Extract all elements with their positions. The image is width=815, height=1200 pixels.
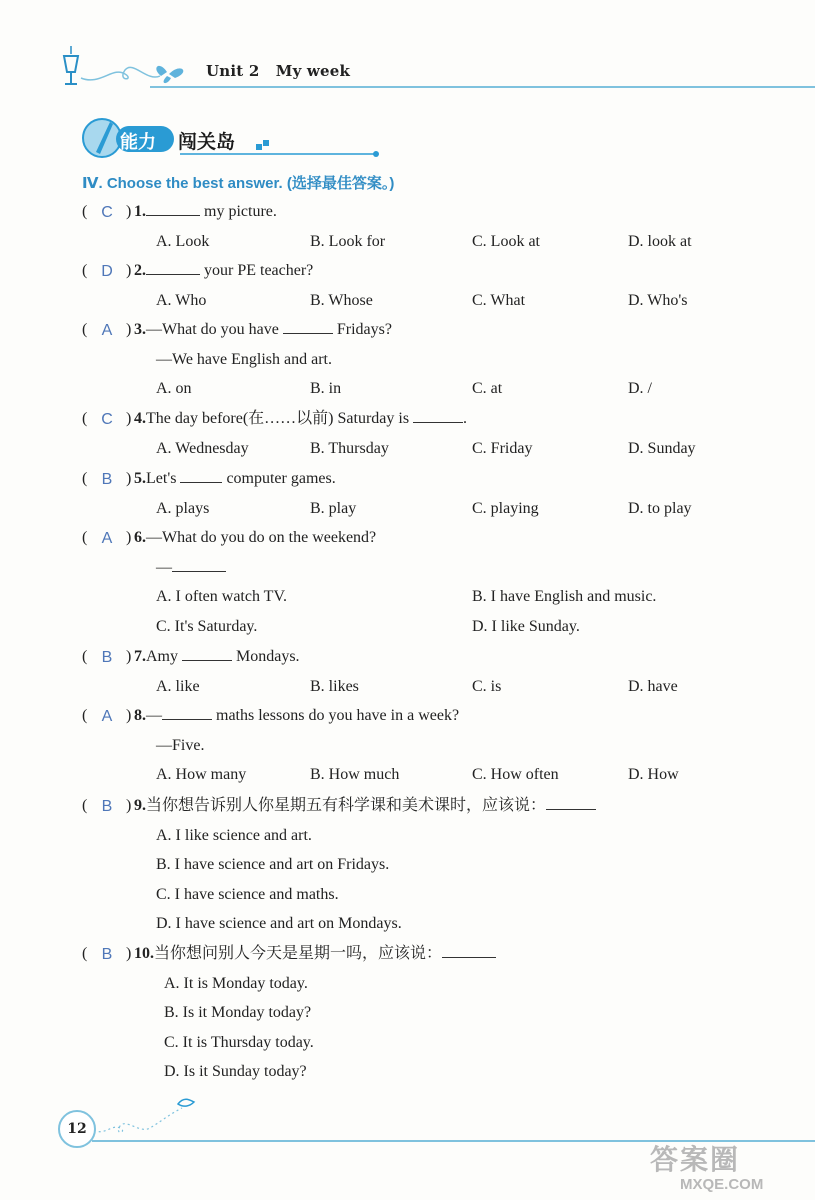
answer-paren-open: ( <box>82 945 88 962</box>
option-c: C. It's Saturday. <box>156 617 258 635</box>
question-stem <box>134 705 459 727</box>
answer-paren-open: ( <box>82 410 88 427</box>
option-c: C. I have science and maths. <box>156 885 339 903</box>
question-text-pre: —What do you do on the weekend? <box>146 529 377 546</box>
question-number: 10. <box>134 945 154 962</box>
answer-paren-close: ) <box>126 945 132 962</box>
answer-paren-open: ( <box>82 321 88 338</box>
question-text-pre: The day before(在……以前) Saturday is <box>146 410 414 427</box>
answer-paren-close: ) <box>126 797 132 814</box>
answer-paren-close: ) <box>126 321 132 338</box>
answer-paren-open: ( <box>82 529 88 546</box>
question-stem <box>134 201 277 223</box>
answer-paren-open: ( <box>82 262 88 279</box>
answer-mark: C <box>101 411 113 428</box>
option-b: B. in <box>310 380 342 398</box>
question-stem <box>134 646 300 668</box>
question-number: 6. <box>134 529 146 546</box>
question-line-2 <box>156 349 332 371</box>
lantern-icon <box>64 46 78 84</box>
question-line-2-text: —We have English and art. <box>156 350 332 368</box>
option-d: D. have <box>628 677 678 695</box>
option-a: A. I like science and art. <box>156 826 312 844</box>
question-number: 4. <box>134 410 146 427</box>
option-a: A. It is Monday today. <box>164 974 308 992</box>
answer-paren-close: ) <box>126 470 132 487</box>
answer-blank <box>180 468 222 483</box>
answer-paren-open: ( <box>82 707 88 724</box>
question-text-post: maths lessons do you have in a week? <box>212 707 460 724</box>
question-text-pre: Let's <box>146 470 181 487</box>
question-number: 1. <box>134 203 146 220</box>
banner-text-b: 闯关岛 <box>178 131 236 153</box>
question-number: 9. <box>134 797 146 814</box>
answer-mark: B <box>101 649 113 666</box>
answer-blank <box>146 201 200 216</box>
option-b: B. I have science and art on Fridays. <box>156 856 390 874</box>
answer-blank <box>442 943 496 958</box>
question-number: 8. <box>134 707 146 724</box>
option-a: A. like <box>156 677 200 695</box>
option-b: B. Is it Monday today? <box>164 1004 312 1022</box>
answer-paren-close: ) <box>126 648 132 665</box>
section-title: Ⅳ. Choose the best answer. (选择最佳答案。) <box>82 175 395 192</box>
question-text-pre: —What do you have <box>146 321 283 338</box>
option-c: C. What <box>472 291 526 309</box>
answer-paren-open: ( <box>82 203 88 220</box>
watermark-url: MXQE.COM <box>680 1176 764 1193</box>
answer-paren-close: ) <box>126 203 132 220</box>
question-number: 2. <box>134 262 146 279</box>
question-text-post: my picture. <box>200 203 277 220</box>
question-number: 7. <box>134 648 146 665</box>
question-text-post: your PE teacher? <box>200 262 314 279</box>
option-d: D. look at <box>628 232 692 250</box>
answer-mark: C <box>101 204 113 221</box>
watermark-logo: 答案圈 <box>650 1144 741 1175</box>
answer-paren-close: ) <box>126 529 132 546</box>
option-a: A. I often watch TV. <box>156 588 287 606</box>
question-line-2 <box>156 557 226 579</box>
option-c: C. It is Thursday today. <box>164 1033 314 1051</box>
question-text-post: . <box>463 410 468 427</box>
header-rule <box>150 86 815 88</box>
answer-mark: A <box>101 530 113 547</box>
answer-blank <box>283 319 333 334</box>
option-b: B. How much <box>310 766 400 784</box>
question-line-2-text: —Five. <box>156 736 205 754</box>
header-title: Unit 2 My week <box>206 62 351 80</box>
option-d: D. Sunday <box>628 439 696 457</box>
option-c: C. Friday <box>472 439 533 457</box>
question-stem <box>134 943 496 965</box>
answer-mark: B <box>101 946 113 963</box>
question-text-pre: 当你想告诉别人你星期五有科学课和美术课时，应该说： <box>146 797 547 814</box>
option-d: D. to play <box>628 499 692 517</box>
option-a: A. Look <box>156 232 210 250</box>
option-c: C. Look at <box>472 232 540 250</box>
question-text-pre: — <box>146 707 162 724</box>
answer-paren-open: ( <box>82 797 88 814</box>
answer-paren-close: ) <box>126 262 132 279</box>
question-text-pre: 当你想问别人今天是星期一吗，应该说： <box>154 945 443 962</box>
answer-blank <box>182 646 232 661</box>
option-d: D. I like Sunday. <box>472 617 580 635</box>
footer-decoration <box>90 1090 210 1140</box>
option-d: D. Is it Sunday today? <box>164 1063 307 1081</box>
option-d: D. Who's <box>628 291 688 309</box>
answer-blank <box>162 705 212 720</box>
answer-mark: A <box>101 708 113 725</box>
question-number: 3. <box>134 321 146 338</box>
option-b: B. likes <box>310 677 359 695</box>
answer-paren-close: ) <box>126 410 132 427</box>
answer-mark: A <box>101 322 113 339</box>
option-c: C. is <box>472 677 502 695</box>
option-a: A. plays <box>156 499 210 517</box>
option-a: A. Wednesday <box>156 439 249 457</box>
question-line-2-text: — <box>156 558 172 576</box>
question-stem <box>134 527 376 549</box>
option-a: A. on <box>156 380 192 398</box>
answer-blank <box>146 260 200 275</box>
option-b: B. Thursday <box>310 439 389 457</box>
option-b: B. I have English and music. <box>472 588 657 606</box>
answer-paren-open: ( <box>82 470 88 487</box>
option-d: D. / <box>628 380 652 398</box>
question-text-pre: Amy <box>146 648 182 665</box>
option-c: C. How often <box>472 766 559 784</box>
answer-paren-open: ( <box>82 648 88 665</box>
question-stem <box>134 408 467 430</box>
option-b: B. play <box>310 499 357 517</box>
option-b: B. Look for <box>310 232 386 250</box>
header-decoration <box>55 42 205 90</box>
answer-blank <box>172 557 226 572</box>
option-c: C. playing <box>472 499 539 517</box>
question-text-post: Fridays? <box>332 321 392 338</box>
answer-mark: B <box>101 471 113 488</box>
option-d: D. How <box>628 766 679 784</box>
question-line-2 <box>156 735 204 757</box>
option-d: D. I have science and art on Mondays. <box>156 915 402 933</box>
bird-icon <box>178 1099 194 1106</box>
option-b: B. Whose <box>310 291 373 309</box>
option-a: A. Who <box>156 291 207 309</box>
answer-mark: D <box>101 263 113 280</box>
answer-mark: B <box>101 798 113 815</box>
question-stem <box>134 468 336 490</box>
question-text-post: Mondays. <box>232 648 300 665</box>
question-stem <box>134 260 313 282</box>
answer-paren-close: ) <box>126 707 132 724</box>
banner-text-a: 能力 <box>120 132 156 153</box>
answer-blank <box>546 795 596 810</box>
question-stem <box>134 795 596 817</box>
option-a: A. How many <box>156 766 247 784</box>
butterfly-icon <box>156 66 183 83</box>
question-stem <box>134 319 392 341</box>
option-c: C. at <box>472 380 503 398</box>
question-text-post: computer games. <box>222 470 336 487</box>
answer-blank <box>413 408 463 423</box>
question-number: 5. <box>134 470 146 487</box>
page-number: 12 <box>58 1110 96 1148</box>
